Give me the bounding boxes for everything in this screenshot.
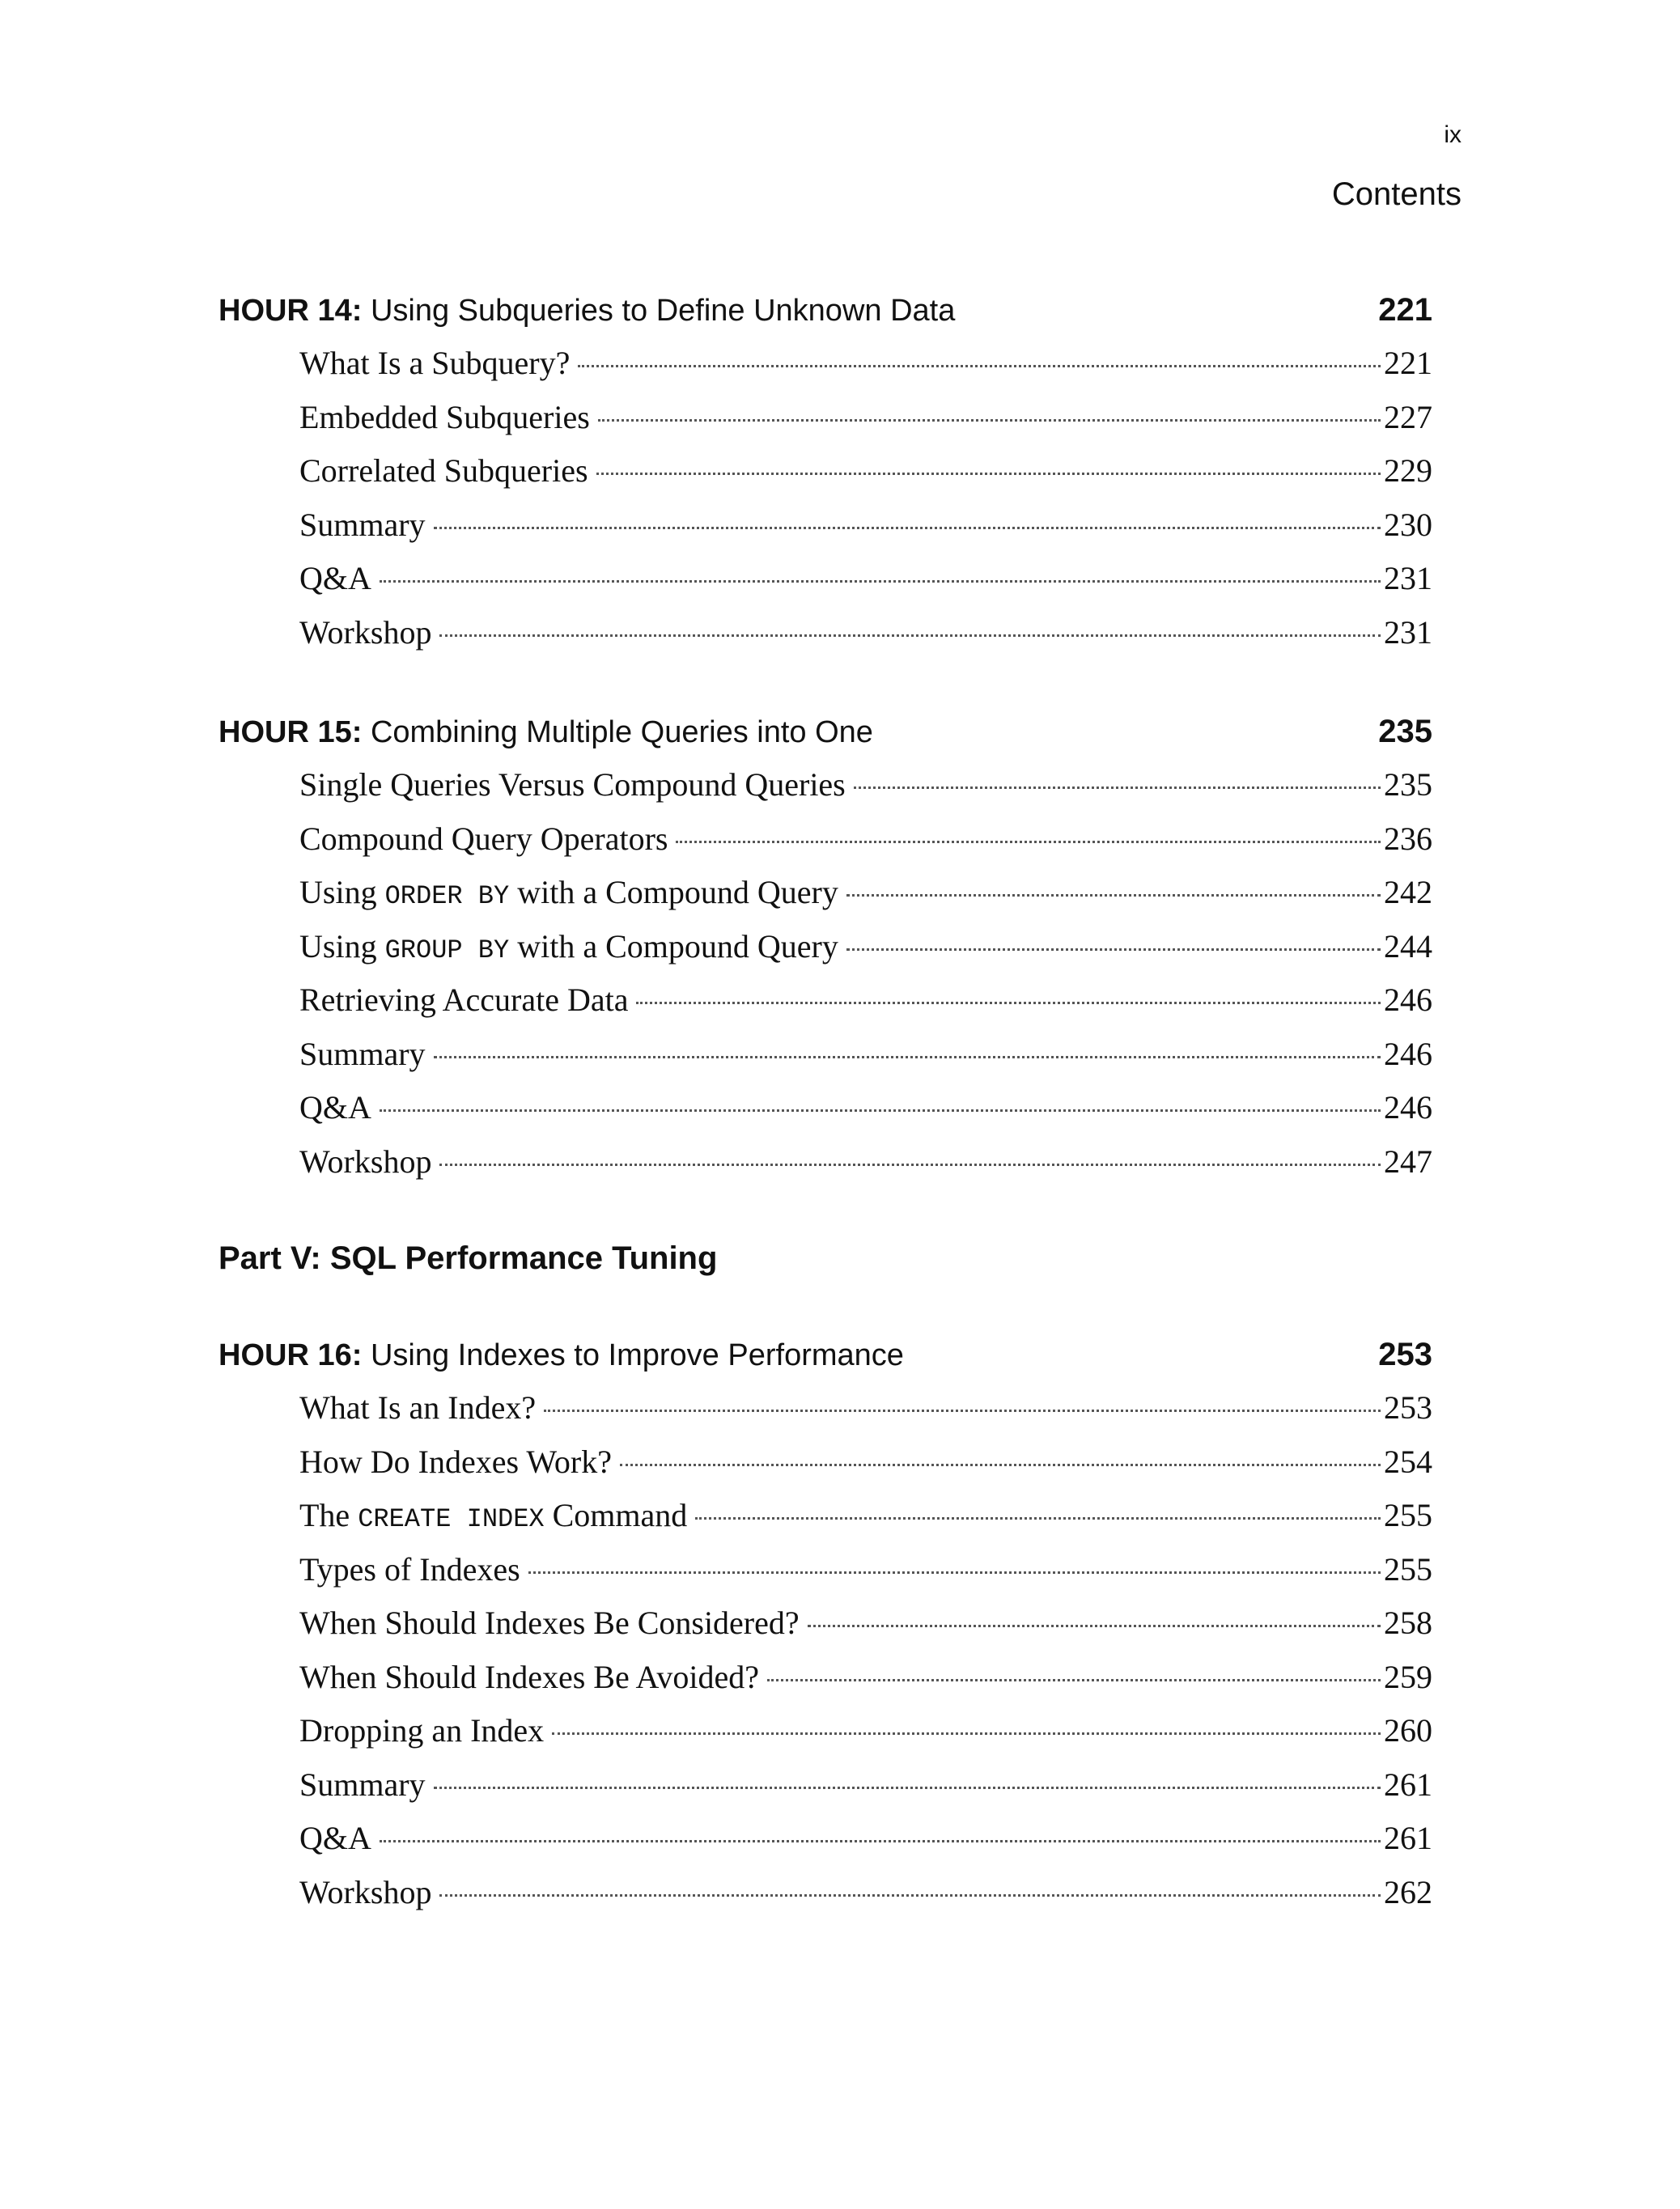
toc-entry-title: [299, 812, 668, 871]
dot-leader: [434, 527, 1381, 529]
toc-entry-page: 242: [1384, 874, 1432, 910]
dot-leader: [434, 1056, 1381, 1058]
dot-leader: [854, 787, 1381, 789]
dot-leader: [528, 1571, 1381, 1574]
toc-entry[interactable]: [299, 337, 1432, 391]
dot-leader: [676, 841, 1381, 843]
toc-entry-page: 258: [1384, 1605, 1432, 1641]
dot-leader: [620, 1464, 1381, 1466]
dot-leader: [380, 580, 1381, 583]
toc-entry-page: 246: [1384, 1035, 1432, 1072]
toc-entry-text-suffix: Command: [544, 1497, 688, 1533]
toc-entry[interactable]: [299, 920, 1432, 974]
toc-entry[interactable]: [299, 1704, 1432, 1758]
hour-title: Using Subqueries to Define Unknown Data: [370, 294, 956, 328]
toc-entry-text: Single Queries Versus Compound Queries: [299, 766, 846, 803]
toc-entry[interactable]: [299, 444, 1432, 498]
toc-entry-page: 259: [1384, 1658, 1432, 1695]
dot-leader: [695, 1517, 1381, 1520]
toc-entry-text: Q&A: [299, 560, 371, 596]
hour-label: HOUR 14:: [218, 294, 363, 328]
toc-entry[interactable]: [299, 758, 1432, 812]
toc-entry-text: Using: [299, 874, 385, 910]
toc-entry-title: [299, 758, 846, 816]
hour-16-section: [218, 1328, 1432, 1919]
dot-leader: [544, 1410, 1381, 1412]
toc-entry-page: 229: [1384, 452, 1432, 489]
hour-14-section: [218, 283, 1432, 659]
toc-entry[interactable]: [299, 391, 1432, 445]
toc-entry-code: GROUP BY: [384, 935, 510, 965]
dot-leader: [808, 1625, 1381, 1627]
toc-entry-text: Using: [299, 927, 385, 965]
toc-entry[interactable]: [299, 1758, 1432, 1813]
toc-entry[interactable]: [299, 1812, 1432, 1866]
toc-entry-page: 235: [1384, 766, 1432, 803]
toc-entry-page: 255: [1384, 1497, 1432, 1533]
hour-15-section: [218, 705, 1432, 1189]
toc-entry[interactable]: [299, 1381, 1432, 1435]
dot-leader: [439, 634, 1381, 637]
toc-entry-code: CREATE INDEX: [358, 1504, 545, 1534]
toc-entry-text-suffix: with a Compound Query: [509, 874, 838, 910]
toc-entry-text: The: [299, 1497, 358, 1533]
toc-entry-title: [299, 1028, 426, 1086]
hour-heading[interactable]: [218, 283, 1432, 337]
toc-entry-text: Workshop: [299, 1143, 432, 1180]
toc-entry-title: [299, 1758, 426, 1817]
hour-label: HOUR 15:: [218, 715, 363, 749]
hour-page-number: 221: [1378, 292, 1432, 328]
toc-entry[interactable]: [299, 973, 1432, 1028]
toc-entry-text: Correlated Subqueries: [299, 452, 588, 489]
toc-entry-title: [299, 1812, 371, 1870]
toc-entry-text: Q&A: [299, 1820, 371, 1856]
toc-entry-title: [299, 1651, 759, 1709]
toc-entry[interactable]: [299, 1081, 1432, 1135]
toc-entry-page: 231: [1384, 613, 1432, 651]
toc-entry[interactable]: [299, 812, 1432, 867]
toc-entry-page: 246: [1384, 982, 1432, 1018]
toc-entry-text: Workshop: [299, 613, 432, 651]
toc-entry-page: 230: [1384, 506, 1432, 543]
dot-leader: [380, 1109, 1381, 1112]
toc-entry[interactable]: [299, 1135, 1432, 1189]
dot-leader: [846, 948, 1381, 951]
toc-entry-text: Summary: [299, 1035, 426, 1072]
hour-title: Combining Multiple Queries into One: [370, 715, 873, 749]
toc-entry-title: [299, 1489, 687, 1547]
entry-list: [218, 758, 1432, 1189]
toc-entry-text: What Is a Subquery?: [299, 345, 571, 381]
toc-entry-title: [299, 1866, 431, 1924]
page-number: ix: [1444, 121, 1462, 148]
toc-entry[interactable]: [299, 1866, 1432, 1920]
toc-entry-page: 261: [1384, 1820, 1432, 1856]
toc-entry-page: 255: [1384, 1550, 1432, 1588]
toc-entry-title: [299, 444, 588, 502]
toc-entry-text: Summary: [299, 1766, 426, 1803]
toc-entry-text: Types of Indexes: [299, 1550, 520, 1588]
dot-leader: [846, 894, 1381, 897]
part-heading: Part V: SQL Performance Tuning: [218, 1240, 718, 1276]
toc-entry[interactable]: [299, 606, 1432, 660]
toc-entry-text: When Should Indexes Be Considered?: [299, 1605, 800, 1641]
toc-entry-text: Retrieving Accurate Data: [299, 982, 629, 1018]
toc-entry-title: [299, 1435, 612, 1494]
toc-entry[interactable]: [299, 1543, 1432, 1597]
toc-entry-text-suffix: with a Compound Query: [509, 927, 838, 965]
toc-entry-title: [299, 973, 628, 1032]
toc-entry-text: Summary: [299, 506, 426, 543]
toc-entry-title: [299, 1381, 536, 1439]
dot-leader: [434, 1787, 1381, 1789]
dot-leader: [767, 1679, 1381, 1681]
toc-entry[interactable]: [299, 1489, 1432, 1543]
dot-leader: [578, 365, 1381, 367]
dot-leader: [598, 419, 1381, 422]
toc-entry-page: 244: [1384, 927, 1432, 965]
running-head: Contents: [1331, 176, 1462, 212]
hour-title: Using Indexes to Improve Performance: [370, 1338, 904, 1372]
toc-entry-page: 221: [1384, 345, 1432, 381]
toc-entry[interactable]: [299, 552, 1432, 606]
dot-leader: [439, 1164, 1381, 1166]
dot-leader: [636, 1002, 1381, 1004]
toc-entry-title: [299, 552, 371, 610]
toc-entry-code: ORDER BY: [384, 881, 510, 911]
toc-entry[interactable]: [299, 1435, 1432, 1490]
toc-entry-page: 262: [1384, 1873, 1432, 1910]
toc-entry[interactable]: [299, 866, 1432, 920]
toc-entry-page: 253: [1384, 1389, 1432, 1426]
hour-page-number: 235: [1378, 714, 1432, 749]
toc-entry-page: 236: [1384, 820, 1432, 857]
toc-entry-text: Compound Query Operators: [299, 820, 668, 857]
toc-entry-text: Dropping an Index: [299, 1712, 545, 1749]
toc-entry-page: 227: [1384, 398, 1432, 435]
toc-entry-title: [299, 1543, 520, 1601]
toc-entry[interactable]: [299, 498, 1432, 553]
toc-entry-title: [299, 1596, 800, 1655]
toc-entry-title: [299, 920, 838, 978]
toc-entry[interactable]: [299, 1028, 1432, 1082]
toc-entry-title: [299, 337, 570, 395]
toc-entry-page: 247: [1384, 1143, 1432, 1180]
toc-entry-title: [299, 1704, 544, 1762]
dot-leader: [596, 473, 1381, 475]
toc-entry-page: 246: [1384, 1089, 1432, 1126]
entry-list: [218, 337, 1432, 659]
toc-entry-page: 260: [1384, 1712, 1432, 1749]
hour-heading[interactable]: [218, 1328, 1432, 1381]
toc-entry-text: When Should Indexes Be Avoided?: [299, 1658, 760, 1695]
toc-entry-title: [299, 866, 838, 924]
toc-entry-text: What Is an Index?: [299, 1389, 537, 1426]
hour-label: HOUR 16:: [218, 1338, 363, 1372]
dot-leader: [380, 1840, 1381, 1842]
hour-heading[interactable]: [218, 705, 1432, 758]
toc-entry-text: Q&A: [299, 1089, 371, 1126]
toc-entry-title: [299, 1081, 371, 1139]
dot-leader: [552, 1732, 1381, 1735]
hour-page-number: 253: [1378, 1337, 1432, 1372]
toc-entry-title: [299, 498, 426, 557]
toc-entry-page: 254: [1384, 1443, 1432, 1480]
table-of-contents: [218, 283, 1432, 1965]
toc-entry-page: 231: [1384, 560, 1432, 596]
toc-entry-text: Workshop: [299, 1873, 432, 1910]
entry-list: [218, 1381, 1432, 1919]
toc-entry-title: [299, 1135, 431, 1194]
toc-entry-title: [299, 391, 590, 449]
toc-entry[interactable]: [299, 1651, 1432, 1705]
toc-entry-title: [299, 606, 431, 664]
toc-entry[interactable]: [299, 1596, 1432, 1651]
toc-entry-text: Embedded Subqueries: [299, 398, 590, 435]
toc-entry-page: 261: [1384, 1766, 1432, 1803]
toc-entry-text: How Do Indexes Work?: [299, 1443, 612, 1480]
dot-leader: [439, 1894, 1381, 1897]
